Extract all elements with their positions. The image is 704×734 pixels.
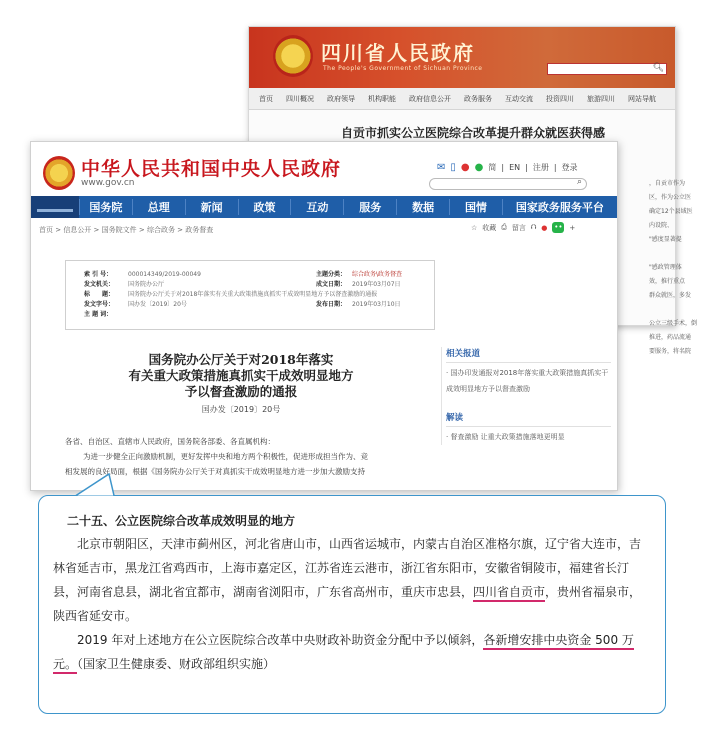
gov-site-url: www.gov.cn: [81, 178, 135, 188]
article-snippet: [649, 303, 677, 317]
gov-header-tools: ✉ ▯ ● ● 简 | EN | 注册 | 登录: [437, 162, 578, 173]
sichuan-nav-item[interactable]: 旅游四川: [587, 94, 615, 103]
date-value: 2019年03月07日: [352, 281, 401, 288]
callout-para-text: 2019 年对上述地方在公立医院综合改革中央财政补助资金分配中予以倾斜，: [77, 633, 484, 647]
sichuan-nav-item[interactable]: 首页: [259, 94, 273, 103]
publish-label: 发布日期：: [316, 301, 347, 308]
breadcrumb[interactable]: 首页 > 信息公开 > 国务院文件 > 综合政务 > 政务督查: [39, 226, 214, 234]
article-snippet: [649, 247, 677, 261]
document-title-line: 国务院办公厅关于对2018年落实: [148, 352, 334, 367]
national-emblem-icon: [43, 156, 75, 190]
central-gov-window: [30, 141, 618, 491]
sichuan-nav-item[interactable]: 投资四川: [546, 94, 574, 103]
callout-box: [38, 495, 666, 714]
sichuan-nav-item[interactable]: 政务服务: [464, 94, 492, 103]
document-title: [71, 352, 411, 400]
article-snippet: "感度显著提: [649, 236, 682, 243]
mail-icon[interactable]: ✉: [437, 162, 446, 173]
weibo-share-icon[interactable]: ●: [541, 223, 548, 232]
callout-paragraph: [53, 628, 651, 676]
more-icon[interactable]: +: [569, 223, 576, 232]
sichuan-site-title: 四川省人民政府: [321, 41, 475, 65]
related-heading: 相关报道: [446, 347, 611, 363]
wechat-icon[interactable]: ●: [474, 162, 484, 173]
mobile-icon[interactable]: ▯: [450, 162, 456, 173]
body-paragraph: 相发展的良好局面，根据《国务院办公厅关于对真抓实干成效明显地方进一步加大激励支持: [65, 467, 365, 476]
article-snippet: 内设院、: [649, 222, 674, 229]
sichuan-nav-item[interactable]: 政府领导: [327, 94, 355, 103]
related-sidebar: [441, 347, 611, 445]
article-snippet: ，自贡市作为: [649, 180, 686, 187]
callout-pointer: [62, 474, 142, 496]
share-icon[interactable]: ⮉: [530, 223, 537, 231]
nav-item-news[interactable]: 新闻: [185, 199, 238, 215]
gov-nav-bar: [31, 196, 617, 218]
number-value: 国办发〔2019〕20号: [128, 301, 187, 308]
article-snippet: "感政管理体: [649, 264, 682, 271]
english-link[interactable]: EN: [509, 163, 521, 172]
number-label: 发文字号：: [84, 301, 115, 308]
print-link[interactable]: 留言: [511, 223, 526, 232]
article-snippet: 效，推行重点: [649, 278, 686, 285]
highlighted-funding: 各新增安排中央资金 500 万元。: [53, 633, 634, 674]
title-value: 国务院办公厅关于对2018年落实有关重大政策措施真抓实干成效明显地方予以督查激励的通报: [128, 291, 378, 298]
document-info-table: [65, 260, 435, 330]
nav-item-policy[interactable]: 政策: [238, 199, 291, 215]
sichuan-nav-item[interactable]: 网站导航: [628, 94, 656, 103]
callout-list-text: 北京市朝阳区，天津市蓟州区，河北省唐山市，山西省运城市，内蒙古自治区准格尔旗，辽宁省大连市，吉林省延吉市，黑龙江省鸡西市，上海市嘉定区，江苏省连云港市，浙江省东阳市，安徽省铜陵市，福建省长汀县，河南省息县，湖北省宜都市，湖南省浏阳市，广东省高州市，重庆市忠县，: [53, 537, 642, 599]
share-bar: [471, 222, 575, 233]
sichuan-header-banner: [249, 27, 675, 88]
issuer-label: 发文机关：: [84, 281, 115, 288]
callout-para-tail: （国家卫生健康委、财政部组织实施）: [77, 657, 276, 671]
nav-item-state-council[interactable]: 国务院: [79, 199, 132, 215]
interpretation-link[interactable]: · 督查激励 让重大政策措施落地更明显: [446, 433, 565, 441]
sichuan-search-input[interactable]: [547, 63, 667, 75]
nav-item-service-platform[interactable]: 国家政务服务平台: [502, 199, 617, 215]
search-icon[interactable]: ⌕: [576, 177, 582, 187]
tiananmen-icon: [31, 196, 79, 218]
sichuan-nav-item[interactable]: 互动交流: [505, 94, 533, 103]
date-label: 成文日期：: [316, 281, 347, 288]
title-label: 标 题：: [84, 291, 115, 298]
sichuan-nav-bar: [249, 88, 675, 110]
index-label: 索 引 号：: [84, 271, 113, 278]
nav-item-data[interactable]: 数据: [396, 199, 449, 215]
article-snippet: 区，作为公立医: [649, 194, 692, 201]
sichuan-nav-item[interactable]: 机构职能: [368, 94, 396, 103]
login-link[interactable]: 登录: [561, 163, 578, 172]
favorite-link[interactable]: 收藏: [482, 223, 497, 232]
article-snippet: 公立三级手术，倒: [649, 320, 698, 327]
sichuan-site-subtitle: The People's Government of Sichuan Province: [323, 65, 483, 72]
callout-list: [53, 532, 651, 628]
gov-search-input[interactable]: [429, 178, 587, 190]
search-icon[interactable]: 🔍︎: [652, 63, 664, 73]
document-number: 国办发〔2019〕20号: [201, 405, 281, 414]
theme-label: 主题分类：: [316, 271, 347, 278]
simplified-chinese-link[interactable]: 简: [488, 163, 497, 172]
sichuan-nav-item[interactable]: 四川概况: [286, 94, 314, 103]
article-snippet: 推进，药品流通: [649, 334, 692, 341]
nav-item-interaction[interactable]: 互动: [290, 199, 343, 215]
wechat-share-icon[interactable]: ••: [554, 223, 563, 231]
document-title-line: 有关重大政策措施真抓实干成效明显地方: [128, 368, 354, 383]
star-icon[interactable]: ☆: [471, 223, 478, 232]
article-snippet: 要服务，将名院: [649, 348, 692, 355]
issuer-value: 国务院办公厅: [128, 281, 165, 288]
print-icon[interactable]: ⎙: [501, 223, 507, 231]
nav-item-services[interactable]: 服务: [343, 199, 396, 215]
interpretation-heading: 解读: [446, 411, 611, 427]
callout-list-tail: ，贵州省福泉市，陕西省延安市。: [53, 585, 642, 623]
related-link[interactable]: · 国办印发通报对2018年落实重大政策措施真抓实干成效明显地方予以督查激励: [446, 369, 609, 393]
gov-site-title[interactable]: 中华人民共和国中央人民政府: [81, 158, 342, 180]
body-salutation: 各省、自治区、直辖市人民政府，国务院各部委、各直属机构：: [65, 437, 275, 446]
index-value: 000014349/2019-00049: [128, 271, 201, 278]
body-paragraph: 为进一步健全正向激励机制，更好发挥中央和地方两个积极性，促进形成担当作为、竞: [83, 452, 368, 461]
article-snippet: 群众就医，多发: [649, 292, 692, 299]
publish-value: 2019年03月10日: [352, 301, 401, 308]
highlighted-city: 四川省自贡市: [473, 585, 545, 602]
nav-item-premier[interactable]: 总理: [132, 199, 185, 215]
document-title-line: 予以督查激励的通报: [184, 384, 298, 399]
callout-heading: 二十五、公立医院综合改革成效明显的地方: [67, 514, 296, 528]
national-emblem-icon: [273, 35, 313, 77]
theme-value: 综合政务\政务督查: [352, 271, 403, 278]
nav-item-national-info[interactable]: 国情: [449, 199, 502, 215]
topic-label: 主 题 词：: [84, 311, 113, 318]
sichuan-nav-item[interactable]: 政府信息公开: [409, 94, 451, 103]
article-snippet: 确定12个县域医: [649, 208, 693, 215]
document-body: [65, 434, 443, 479]
sichuan-article-title: 自贡市抓实公立医院综合改革提升群众就医获得感: [341, 126, 606, 140]
sichuan-article-snippets: [649, 177, 698, 359]
weibo-icon[interactable]: ●: [460, 162, 470, 173]
register-link[interactable]: 注册: [532, 163, 549, 172]
